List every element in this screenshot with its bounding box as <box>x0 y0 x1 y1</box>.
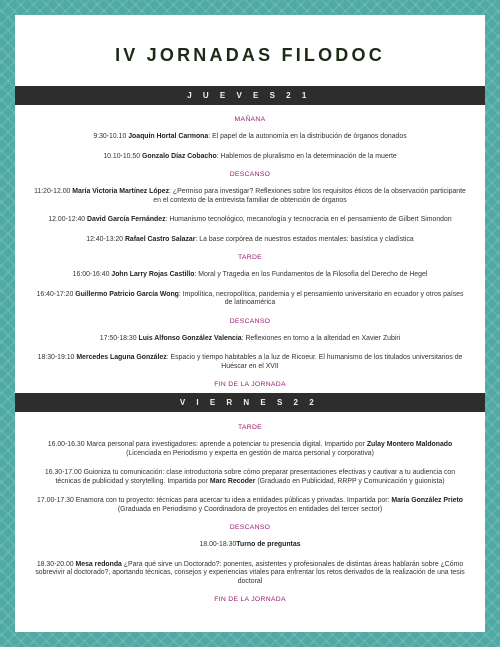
spacer <box>15 371 485 380</box>
entry-text: 17.00-17.30 Enamora con tu proyecto: técnicas para acercar tu idea a entidades públicas y privadas. Impartida por: <box>37 497 392 504</box>
entry-speaker: John Larry Rojas Castillo <box>111 271 195 278</box>
schedule-entry <box>15 153 485 162</box>
spacer <box>15 308 485 317</box>
spacer <box>15 458 485 469</box>
spacer <box>15 124 485 133</box>
entry-speaker: Guillermo Patricio García Wong <box>75 290 179 298</box>
entry-text: 18.00-18.30 <box>199 541 237 548</box>
entry-speaker: Luis Alfonso González Valencia <box>138 334 242 342</box>
entry-title: : Espacio y tiempo habitables a la luz de Ricoeur. El humanismo de los titulados universitarios de Huéscar en el XVII <box>166 354 463 370</box>
entry-speaker: Rafael Castro Salazar <box>124 235 196 243</box>
entry-title: : Humanismo tecnológico, mecanología y tecnocracia en el pensamiento de Gilbert Simondon <box>165 216 452 223</box>
entry-time: 12.00-12:40 <box>48 216 88 223</box>
entry-time: 17:50-18:30 <box>99 334 139 342</box>
schedule-entry <box>15 354 485 371</box>
schedule-entry <box>15 133 485 142</box>
spacer <box>15 343 485 354</box>
entry-bold: Zulay Montero Maldonado <box>366 441 453 448</box>
section-label: MAÑANA <box>234 116 266 123</box>
schedule-entry <box>15 188 485 205</box>
entry-speaker: María Victoria Martínez López <box>72 188 170 195</box>
schedule-entry <box>15 271 485 280</box>
section-label: FIN DE LA JORNADA <box>214 596 286 603</box>
section-label: DESCANSO <box>229 317 271 325</box>
spacer <box>15 432 485 441</box>
day-band-friday: V I E R N E S 2 2 <box>15 393 485 412</box>
entry-time: 18:30-19:10 <box>37 354 77 361</box>
section-label: DESCANSO <box>229 171 271 178</box>
schedule-entry <box>15 216 485 225</box>
entry-speaker: David García Fernández <box>87 216 166 223</box>
spacer <box>15 326 485 335</box>
entry-time: 12:40-13:20 <box>86 235 125 243</box>
spacer <box>15 142 485 153</box>
schedule-entry <box>15 335 485 344</box>
entry-text: 16.30-17.00 Guioniza tu comunicación: clase introductoria sobre cómo preparar presentaciones efectivas y cautivar a tu audiencia con técnicas de publicidad y storytelling. Impartida por <box>44 469 456 485</box>
entry-time: 16:40-17:20 <box>36 290 76 298</box>
entry-time: 16:00-16:40 <box>72 271 112 278</box>
entry-time: 9:30-10.10 <box>93 133 129 140</box>
spacer <box>15 205 485 216</box>
spacer <box>15 225 485 236</box>
spacer <box>15 179 485 188</box>
section-label: FIN DE LA JORNADA <box>214 381 286 388</box>
entry-text: (Licenciada en Periodismo y experta en gestión de marca personal y corporativa) <box>126 449 374 457</box>
entry-title: : Impolítica, necropolítica, pandemia y el pensamiento universitario en ecuador y otros países de latinoamérica <box>178 290 464 306</box>
spacer <box>15 280 485 291</box>
entry-time: 10.10-10.50 <box>103 152 143 160</box>
schedule-entry <box>15 497 485 514</box>
entry-speaker: Mercedes Laguna González <box>76 354 167 361</box>
section-label: TARDE <box>237 424 263 431</box>
entry-bold: María González Prieto <box>391 497 463 504</box>
entry-speaker: Gonzalo Díaz Cobacho <box>142 152 217 160</box>
entry-title: : Moral y Tragedia en los Fundamentos de la Filosofía del Derecho de Hegel <box>194 271 428 278</box>
schedule-entry <box>15 236 485 245</box>
day-section-thursday <box>15 115 485 389</box>
spacer <box>15 586 485 595</box>
day-section-friday <box>15 423 485 604</box>
schedule-entry <box>15 291 485 308</box>
spacer <box>15 244 485 253</box>
entry-title: : ¿Permiso para investigar? Reflexiones sobre los requisitos éticos de la observación participante en el contexto de la entrevista familiar de obtención de órganos <box>153 188 466 204</box>
entry-speaker: Joaquín Hortal Carmona <box>128 133 209 140</box>
spacer <box>15 486 485 497</box>
entry-text: (Graduado en Publicidad, RRPP y Comunicación y guionista) <box>255 477 445 485</box>
entry-text: ¿Para qué sirve un Doctorado?: ponentes, asistentes y profesionales de distintas áreas hablarán sobre ¿Cómo sobrevivir al doctorado?, aportando técnicas, consejos y experiencias vitales para enfrentar los retos derivados de la realización de una tesis doctoral <box>35 560 465 585</box>
schedule-entry <box>15 541 485 550</box>
entry-bold: Marc Recoder <box>209 477 256 485</box>
section-label: DESCANSO <box>229 524 271 531</box>
entry-title: : El papel de la autonomía en la distribución de órganos donados <box>208 133 407 140</box>
entry-title: : Reflexiones en torno a la alteridad en Xavier Zubiri <box>241 334 401 342</box>
schedule-entry <box>15 441 485 458</box>
entry-time: 11:20-12.00 <box>34 188 73 195</box>
entry-text: 18.30-20.00 <box>36 560 76 568</box>
schedule-entry <box>15 469 485 486</box>
section-label: TARDE <box>237 254 263 261</box>
day-band-thursday: J U E V E S 2 1 <box>15 86 485 105</box>
entry-bold: Mesa redonda <box>75 560 122 568</box>
entry-title: : La base corpórea de nuestros estados mentales: basística y cladística <box>195 235 414 243</box>
spacer <box>15 550 485 561</box>
schedule-entry <box>15 561 485 587</box>
entry-title: : Hablemos de pluralismo en la determinación de la muerte <box>216 152 397 160</box>
spacer <box>15 532 485 541</box>
entry-text: 16.00-16.30 Marca personal para investigadores: aprende a potenciar tu presencia digital. Impartido por <box>47 441 367 448</box>
entry-text: (Graduada en Periodismo y Coordinadora de proyectos en entidades del tercer sector) <box>117 505 383 513</box>
spacer <box>15 514 485 523</box>
program-page <box>15 15 485 632</box>
entry-bold: Turno de preguntas <box>236 541 301 548</box>
spacer <box>15 161 485 170</box>
spacer <box>15 262 485 271</box>
page-title: IV JORNADAS FILODOC <box>115 45 385 65</box>
